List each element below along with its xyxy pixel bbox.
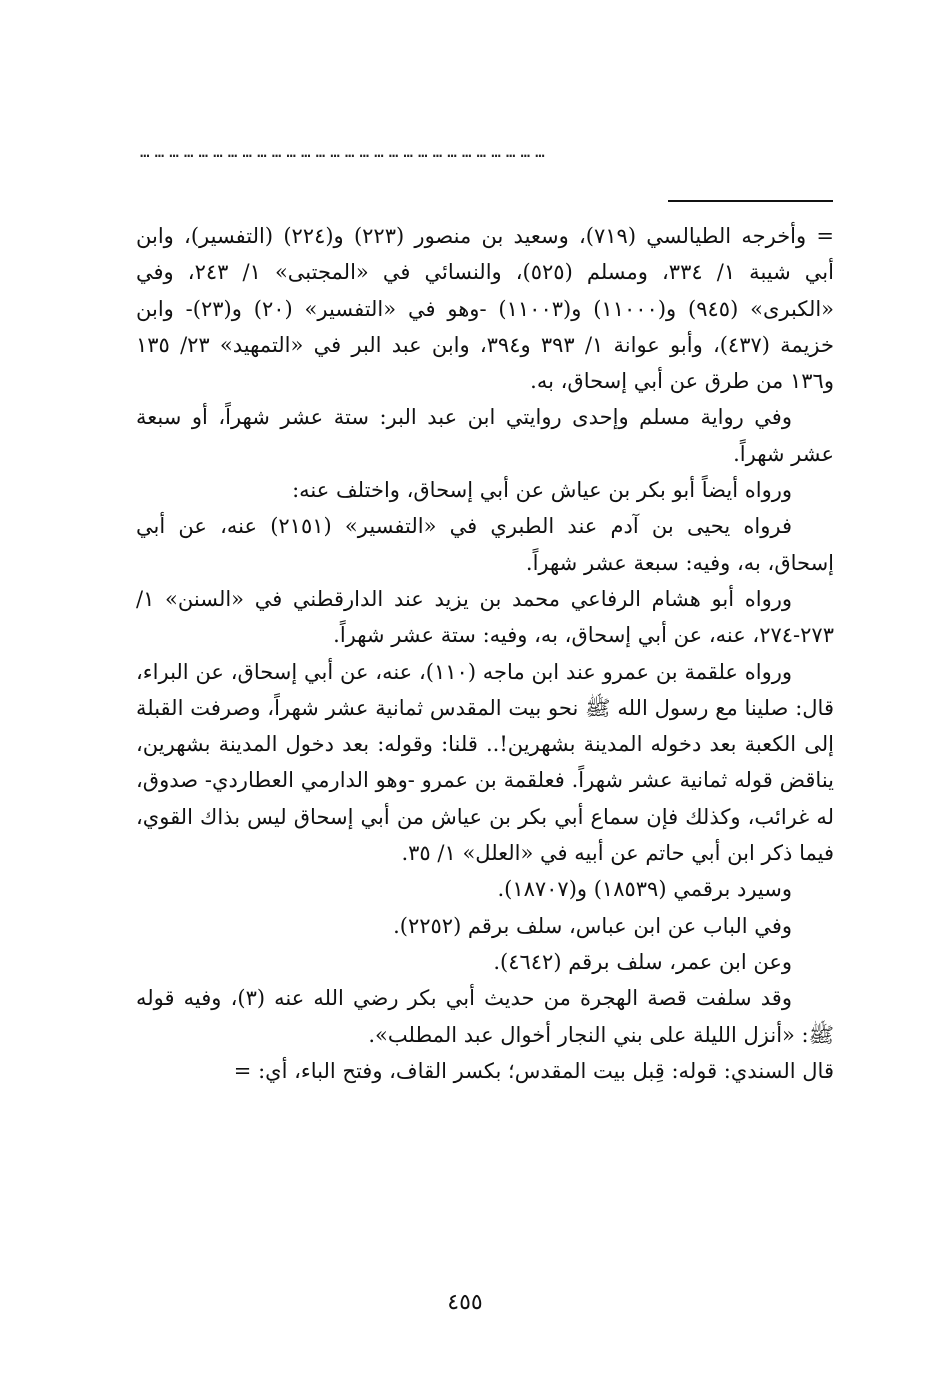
paragraph: ورواه أيضاً أبو بكر بن عياش عن أبي إسحاق، واختلف عنه: <box>292 478 792 503</box>
footnote-rule <box>668 200 833 202</box>
paragraph: ورواه أبو هشام الرفاعي محمد بن يزيد عند الدارقطني في «السنن» ١/ ٢٧٣-٢٧٤، عنه، عن أبي إسحاق، به، وفيه: ستة عشر شهراً. <box>136 586 834 648</box>
dotted-separator: ………………………………………………………………………… <box>140 142 550 161</box>
paragraph: = وأخرجه الطيالسي (٧١٩)، وسعيد بن منصور (٢٢٣) و(٢٢٤) (التفسير)، وابن أبي شيبة ١/ ٣٣٤، ومسلم (٥٢٥)، والنسائي في «المجتبى» ١/ ٢٤٣، وفي «الكبرى» (٩٤٥) و(١١٠٠٠) و(١١٠٠٣) -وهو في «التفسير» (٢٠) و(٢٣)- وابن خزيمة (٤٣٧)، وأبو عوانة ١/ ٣٩٣ و٣٩٤، وابن عبد البر في «التمهيد» ٢٣/ ١٣٥ و١٣٦ من طرق عن أبي إسحاق، به. <box>136 224 835 394</box>
paragraph: وعن ابن عمر، سلف برقم (٤٦٤٢). <box>493 949 792 974</box>
paragraph: فرواه يحيى بن آدم عند الطبري في «التفسير» (٢١٥١) عنه، عن أبي إسحاق، به، وفيه: سبعة عشر شهراً. <box>136 514 834 575</box>
paragraph: وفي الباب عن ابن عباس، سلف برقم (٢٢٥٢). <box>393 913 792 938</box>
paragraph: وقد سلفت قصة الهجرة من حديث أبي بكر رضي الله عنه (٣)، وفيه قوله ﷺ: «أنزل الليلة على بني النجار أخوال عبد المطلب». <box>136 986 834 1047</box>
paragraph: وفي رواية مسلم وإحدى روايتي ابن عبد البر: ستة عشر شهراً، أو سبعة عشر شهراً. <box>136 405 834 466</box>
paragraph: وسيرد برقمي (١٨٥٣٩) و(١٨٧٠٧). <box>497 877 792 902</box>
paragraph: قال السندي: قوله: قِبل بيت المقدس؛ بكسر القاف، وفتح الباء، أي: = <box>233 1058 834 1083</box>
footnote-block <box>136 218 834 1089</box>
page-number: ٤٥٥ <box>447 1290 483 1315</box>
paragraph: ورواه علقمة بن عمرو عند ابن ماجه (١١٠)، عنه، عن أبي إسحاق، عن البراء، قال: صلينا مع رسول الله ﷺ نحو بيت المقدس ثمانية عشر شهراً، وصرفت القبلة إلى الكعبة بعد دخوله المدينة بشهرين!.. قلنا: وقوله: بعد دخول المدينة بشهرين، يناقض قوله ثمانية عشر شهراً. فعلقمة بن عمرو -وهو الدارمي العطاردي- صدوق، له غرائب، وكذلك فإن سماع أبي بكر بن عياش من أبي إسحاق ليس بذاك القوي، فيما ذكر ابن أبي حاتم عن أبيه في «العلل» ١/ ٣٥. <box>136 659 834 866</box>
